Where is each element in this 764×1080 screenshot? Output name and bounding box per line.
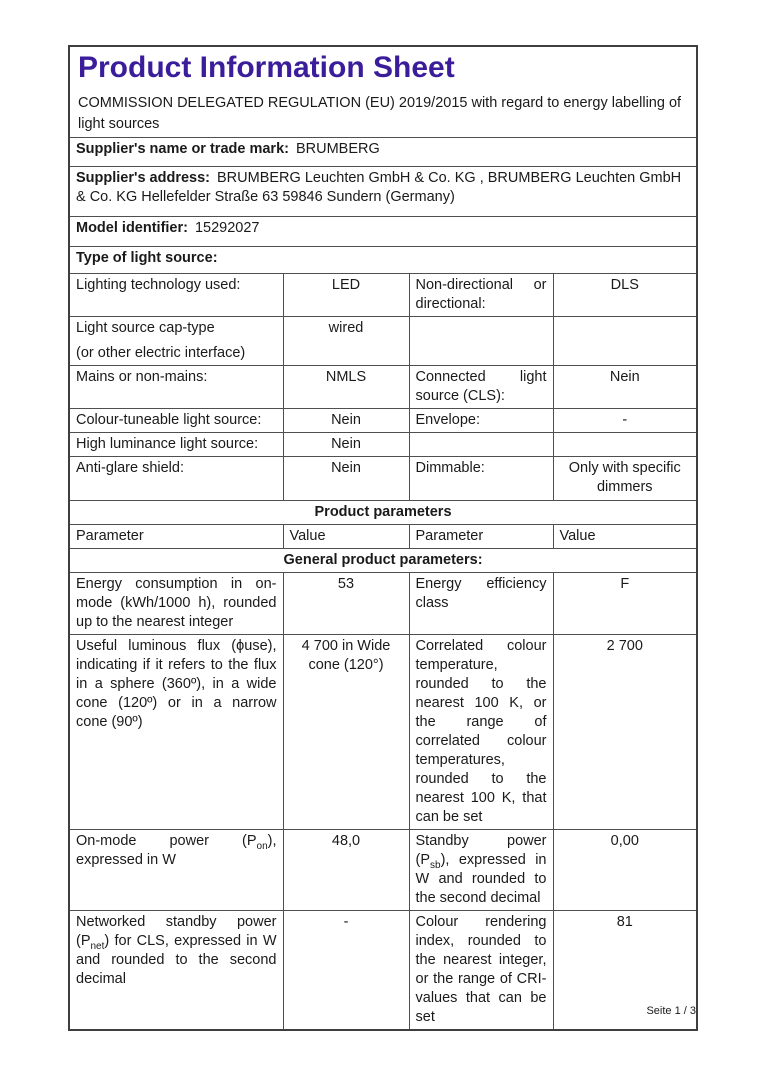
- supplier-name-label: Supplier's name or trade mark:: [76, 141, 289, 157]
- supplier-address-cell: [69, 167, 697, 217]
- value-cell-empty: [553, 317, 697, 366]
- regulation-subtitle: COMMISSION DELEGATED REGULATION (EU) 2019/2015 with regard to energy labelling of light sources: [78, 95, 682, 132]
- table-row: [69, 247, 697, 274]
- value-cell: Nein: [283, 457, 409, 501]
- column-header: Value: [553, 525, 697, 549]
- supplier-address-value: BRUMBERG Leuchten GmbH & Co. KG , BRUMBERG Leuchten GmbH & Co. KG Hellefelder Straße 63 59846 Sundern (Germany): [76, 170, 682, 205]
- page-title: Product Information Sheet: [78, 51, 455, 84]
- param-cell: Energy consumption in on-mode (kWh/1000 h), rounded up to the nearest integer: [69, 573, 283, 635]
- table-row: [69, 573, 697, 635]
- param-cell: Useful luminous flux (ϕuse), indicating if it refers to the flux in a sphere (360º), in a wide cone (120º) or in a narrow cone (90º): [69, 635, 283, 830]
- value-cell: -: [553, 409, 697, 433]
- value-cell: NMLS: [283, 366, 409, 409]
- type-section-heading: Type of light source:: [69, 247, 697, 274]
- value-cell: Nein: [283, 409, 409, 433]
- table-row: [69, 138, 697, 167]
- model-identifier-cell: [69, 217, 697, 247]
- supplier-name-cell: [69, 138, 697, 167]
- model-identifier-label: Model identifier:: [76, 220, 188, 236]
- param-text: ) for CLS, expressed in W and rounded to the second decimal: [76, 933, 277, 987]
- table-row: [69, 635, 697, 830]
- param-cell: Correlated colour temperature, rounded to the nearest 100 K, or the range of correlated colour temperatures, rounded to the nearest 100 K, that can be set: [409, 635, 553, 830]
- value-cell: 4 700 in Wide cone (120°): [283, 635, 409, 830]
- param-cell: Non-directional or directional:: [409, 274, 553, 317]
- param-cell-empty: [409, 317, 553, 366]
- param-cell: [409, 830, 553, 911]
- param-cell: Colour-tuneable light source:: [69, 409, 283, 433]
- param-text: Standby power (P: [415, 833, 547, 868]
- param-text: Networked standby power (P: [76, 914, 277, 949]
- value-cell: F: [553, 573, 697, 635]
- param-cell: [69, 830, 283, 911]
- value-cell: 0,00: [553, 830, 697, 911]
- value-cell: LED: [283, 274, 409, 317]
- value-cell: 53: [283, 573, 409, 635]
- value-cell: wired: [283, 317, 409, 366]
- product-info-table: [68, 45, 698, 1031]
- subscript: on: [256, 840, 268, 852]
- value-cell: DLS: [553, 274, 697, 317]
- column-header: Value: [283, 525, 409, 549]
- subscript: sb: [430, 859, 441, 871]
- model-identifier-value: 15292027: [194, 220, 260, 236]
- product-information-sheet: [68, 45, 696, 1031]
- column-header: Parameter: [409, 525, 553, 549]
- title-cell: [69, 46, 697, 138]
- param-text: On-mode power (P: [76, 833, 257, 849]
- value-cell: 2 700: [553, 635, 697, 830]
- value-cell: Only with specific dimmers: [553, 457, 697, 501]
- value-cell: Nein: [553, 366, 697, 409]
- param-cell: Lighting technology used:: [69, 274, 283, 317]
- table-row: [69, 317, 697, 366]
- param-line: Light source cap-type: [76, 320, 215, 336]
- param-cell: Colour rendering index, rounded to the nearest integer, or the range of CRI-values that can be set: [409, 911, 553, 1031]
- value-cell: -: [283, 911, 409, 1031]
- param-cell-empty: [409, 433, 553, 457]
- param-line: (or other electric interface): [76, 345, 246, 361]
- table-row: [69, 167, 697, 217]
- param-text: ), expressed in W: [76, 833, 277, 868]
- param-cell: Mains or non-mains:: [69, 366, 283, 409]
- value-cell: 48,0: [283, 830, 409, 911]
- table-row: [69, 433, 697, 457]
- product-parameters-heading: Product parameters: [69, 501, 697, 525]
- table-row: [69, 501, 697, 525]
- table-row: [69, 366, 697, 409]
- param-cell: Energy efficiency class: [409, 573, 553, 635]
- table-row: [69, 549, 697, 573]
- supplier-address-label: Supplier's address:: [76, 170, 210, 186]
- table-row: [69, 830, 697, 911]
- param-cell: Connected light source (CLS):: [409, 366, 553, 409]
- page-number: Seite 1 / 3: [646, 1005, 696, 1017]
- table-row: [69, 46, 697, 138]
- table-row: [69, 217, 697, 247]
- param-cell: [69, 317, 283, 366]
- subscript: net: [90, 940, 105, 952]
- column-header: Parameter: [69, 525, 283, 549]
- table-row: [69, 274, 697, 317]
- param-cell: Dimmable:: [409, 457, 553, 501]
- param-cell: Anti-glare shield:: [69, 457, 283, 501]
- param-cell: High luminance light source:: [69, 433, 283, 457]
- general-parameters-heading: General product parameters:: [69, 549, 697, 573]
- value-cell: 81: [553, 911, 697, 1031]
- table-row: [69, 525, 697, 549]
- table-row: [69, 409, 697, 433]
- supplier-name-value: BRUMBERG: [295, 141, 380, 157]
- table-row: [69, 457, 697, 501]
- value-cell: Nein: [283, 433, 409, 457]
- param-text: ), expressed in W and rounded to the second decimal: [415, 852, 547, 906]
- value-cell-empty: [553, 433, 697, 457]
- param-cell: Envelope:: [409, 409, 553, 433]
